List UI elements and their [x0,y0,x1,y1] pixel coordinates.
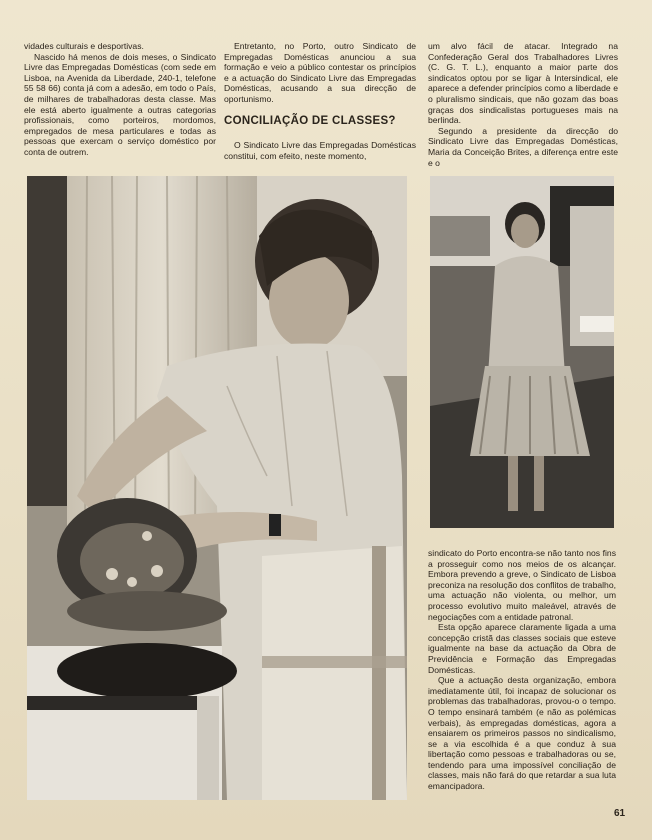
cooking-photo [27,176,407,800]
article-column-1 [24,41,216,158]
paragraph: Nascido há menos de dois meses, o Sindicato Livre das Empregadas Domésticas (com sede em Lisboa, na Avenida da Liberdade, 240-1, telefone 55 58 66) conta já com a adesão, em todo o País, de milhares de trabalhadoras desta classe. Mas ele está aberto igualmente a outras categorias profissionais, como porteiros, mordomos, empregados de mesa particulares e todas as pessoas que exercam o serviço doméstico por conta de outrem. [24,51,216,157]
page-number: 61 [614,808,626,819]
street-photo [430,176,614,528]
paragraph: Esta opção aparece claramente ligada a uma concepção cristã das classes sociais que esteve igualmente na base da actuação da Obra de Previdência e Formação das Empregadas Domésticas. [428,622,616,675]
article-column-3-continued [428,548,616,792]
paragraph: Entretanto, no Porto, outro Sindicato de Empregadas Domésticas anunciou a sua formação e veio a público contestar os princípios e a actuação do Sindicato Livre das Empregadas Domésticas, acusando a sua direcção de oportunismo. [224,41,416,104]
paragraph: Segundo a presidente da direcção do Sindicato Livre das Empregadas Domésticas, Maria da Conceição Brites, a diferença entre este e o [428,125,618,168]
paragraph: Que a actuação desta organização, embora imediatamente útil, foi incapaz de solucionar os problemas das trabalhadoras, provou-o o tempo. O tempo ensinará também (e não as polémicas verbais), às empregadas domésticas, agora a ensaiarem os primeiros passos no sindicalismo, se a via escolhida é a que conduz à sua libertação como pessoas e trabalhadoras ou se, tendendo para uma impossível conciliação de classes, mais não fará do que retardar a sua luta emancipadora. [428,675,616,792]
paragraph: vidades culturais e desportivas. [24,41,144,51]
article-column-2-continued [224,140,416,161]
paragraph: O Sindicato Livre das Empregadas Domésticas constitui, com efeito, neste momento, [224,140,416,161]
article-column-2 [224,41,416,105]
section-heading: CONCILIAÇÃO DE CLASSES? [224,115,396,127]
paragraph: sindicato do Porto encontra-se não tanto nos fins a prosseguir como nos meios de os alcançar. Embora prevendo a greve, o Sindicato de Lisboa preconiza na resolução dos conflitos de trabalho, uma actuação não violenta, ou melhor, um processo evolutivo muito maleável, através de negociações com a entidade patronal. [428,548,616,622]
paragraph: um alvo fácil de atacar. Integrado na Confederação Geral dos Trabalhadores Livres (C. G. T. L.), enquanto a maior parte dos sindicatos optou por se ligar à Intersindical, ele aparece a defender princípios como a liberdade e o pluralismo sindicais, que não gozam das boas graças dos sindicalistas portugueses mais na berlinda. [428,41,618,126]
article-column-3 [428,41,618,168]
